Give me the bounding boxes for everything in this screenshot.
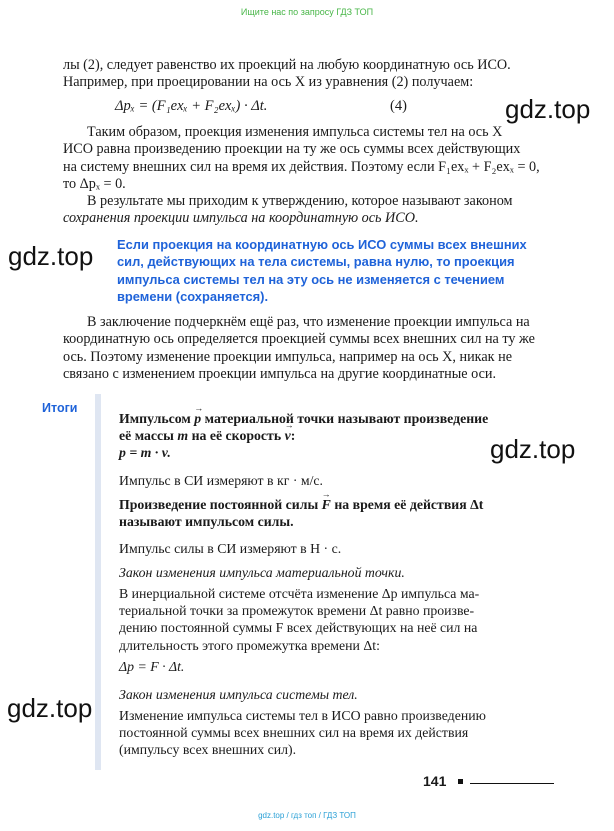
paragraph-1 xyxy=(63,57,553,92)
text-line: то Δpₓ = 0. xyxy=(63,176,126,193)
summary-text: называют импульсом силы. xyxy=(119,514,294,530)
text-line: ось. Поэтому изменение проекции импульса, например на ось X, никак не xyxy=(63,348,512,365)
summary-law-system: Закон изменения импульса системы тел. xyxy=(119,687,358,702)
text-line: ИСО равна произведению проекции на ту же ось суммы всех действующих xyxy=(63,141,521,158)
summary-bar xyxy=(95,394,101,770)
paragraph-4 xyxy=(63,314,553,384)
formula-p-mv: p = m · v. xyxy=(119,445,171,461)
vector-f: → F xyxy=(322,496,331,513)
page-marker xyxy=(458,779,463,784)
footer-rule xyxy=(470,783,554,784)
summary-text: её массы xyxy=(119,428,174,444)
summary-text: на её скорость xyxy=(191,428,282,444)
watermark: gdz.top xyxy=(490,434,576,464)
text-line: В инерциальной системе отсчёта изменение Δp импульса ма- xyxy=(119,586,480,601)
variable-m: m xyxy=(177,428,189,444)
text-line-italic: сохранения проекции импульса на координатную ось ИСО. xyxy=(63,210,419,227)
summary-impulse-definition: Импульсом → p материальной точки называют произведение её массы m на её скорость → v: p = m · v. xyxy=(119,410,551,462)
text-line: постоянной суммы всех внешних сил на время их действия xyxy=(119,725,469,741)
text-line: на систему внешних сил на время их действия. Поэтому если F₁exₓ + F₂exₓ = 0, xyxy=(63,158,540,175)
summary-text: на время её действия Δt xyxy=(334,497,484,512)
formula-dp-fdt: Δp = F · Δt. xyxy=(119,658,185,674)
top-banner[interactable]: Ищите нас по запросу ГДЗ ТОП xyxy=(240,7,374,17)
page-number: 141 xyxy=(423,773,447,789)
vector-v: → v xyxy=(285,427,291,444)
text-line: Изменение импульса системы тел в ИСО равно произведению xyxy=(119,708,486,723)
summary-text: материальной точки называют произведение xyxy=(204,411,489,426)
text-line: длительность этого промежутка времени Δt: xyxy=(119,637,380,653)
text-line: лы (2), следует равенство их проекций на любую координатную ось ИСО. xyxy=(63,57,511,73)
summary-text: Произведение постоянной силы xyxy=(119,497,319,512)
equation-number: (4) xyxy=(390,98,407,114)
paragraph-2 xyxy=(63,124,553,194)
highlighted-rule: Если проекция на координатную ось ИСО суммы всех внешних сил, действующих на тела системы, равна нулю, то проекция импульса системы тел на эту ось не изменяется с течением времени (сохраняется). xyxy=(117,237,527,304)
text-line: Например, при проецировании на ось X из уравнения (2) получаем: xyxy=(63,74,474,91)
summary-force-impulse-definition xyxy=(119,496,551,530)
summary-heading: Итоги xyxy=(42,401,78,415)
footer-banner[interactable]: gdz.top / гдз топ / ГДЗ ТОП xyxy=(258,811,356,820)
text-line: В результате мы приходим к утверждению, которое называют законом xyxy=(87,193,513,209)
text-line: связано с изменением проекции импульса на другие координатные оси. xyxy=(63,366,497,383)
text-line: координатную ось определяется проекцией суммы всех внешних сил на ту же xyxy=(63,331,535,348)
text-line: В заключение подчеркнём ещё раз, что изменение проекции импульса на xyxy=(87,314,530,330)
summary-si-force-impulse: Импульс силы в СИ измеряют в Н · с. xyxy=(119,541,342,556)
summary-law-point: Закон изменения импульса материальной точки. xyxy=(119,565,405,580)
summary-text: Импульсом xyxy=(119,411,191,426)
text-line: Таким образом, проекция изменения импульса системы тел на ось X xyxy=(87,124,503,140)
formula-4: Δpₓ = (F₁exₓ + F₂exₓ) · Δt. xyxy=(115,98,268,114)
watermark: gdz.top xyxy=(7,693,93,723)
watermark: gdz.top xyxy=(505,94,591,124)
summary-law-point-text xyxy=(119,585,551,675)
text-line: териальной точки за промежуток времени Δt равно произве- xyxy=(119,603,475,619)
vector-p: → p xyxy=(194,410,201,427)
summary-law-system-text xyxy=(119,707,551,759)
watermark: gdz.top xyxy=(8,241,94,271)
text-line: (импульсу всех внешних сил). xyxy=(119,742,297,758)
summary-si-impulse: Импульс в СИ измеряют в кг · м/с. xyxy=(119,473,323,488)
paragraph-3 xyxy=(63,193,553,228)
text-line: дению постоянной суммы F всех действующих на неё сил на xyxy=(119,620,478,636)
